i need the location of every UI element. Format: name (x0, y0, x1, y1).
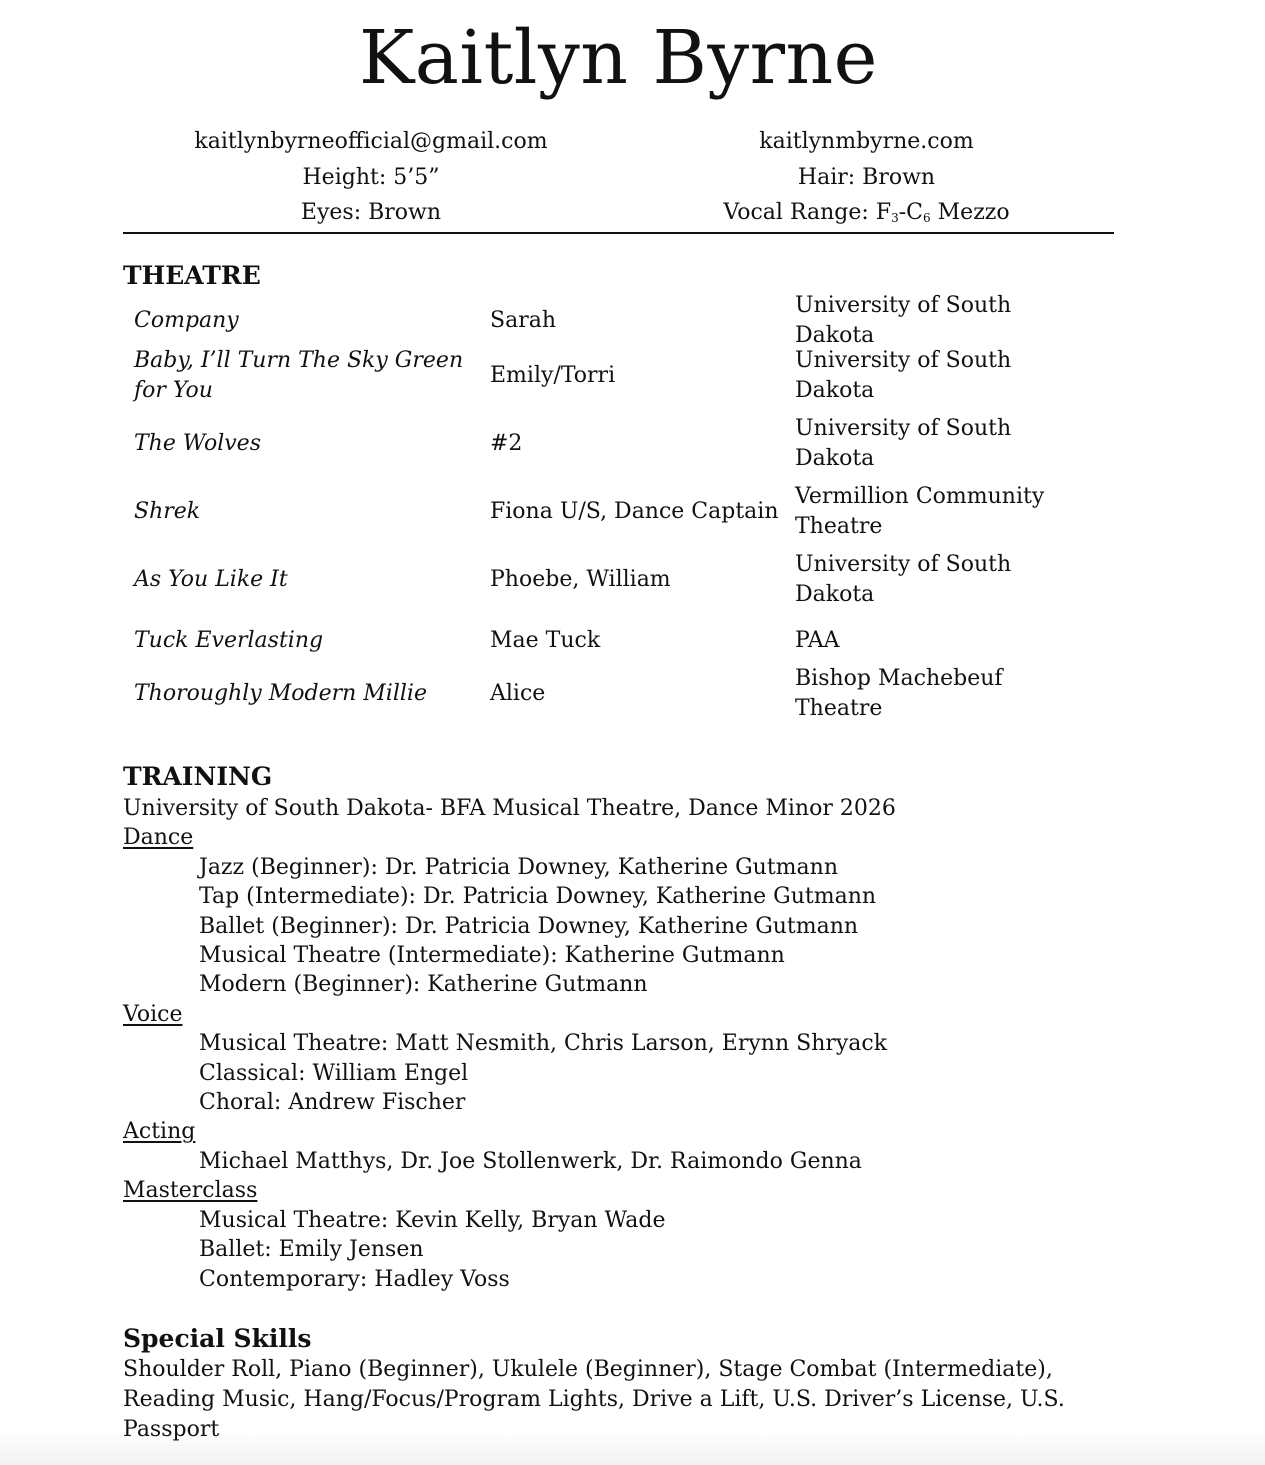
venue-text: Bishop Machebeuf Theatre (795, 665, 1003, 721)
voice-item: Musical Theatre: Matt Nesmith, Chris Larson, Erynn Shryack (199, 1031, 888, 1057)
theatre-row (123, 478, 1114, 546)
venue-text: University of South Dakota (795, 293, 1012, 348)
vocal-range-low-octave: 3 (891, 211, 899, 225)
contact-right-column (619, 124, 1114, 237)
vocal-range-mid: -C (898, 200, 924, 225)
role-text: Alice (490, 680, 546, 706)
theatre-row (123, 410, 1114, 478)
website-text: kaitlynmbyrne.com (759, 129, 974, 154)
theatre-row (123, 667, 1114, 720)
role-text: Emily/Torri (490, 363, 616, 388)
theatre-row (123, 546, 1114, 614)
show-title: Shrek (134, 499, 201, 524)
contact-block (123, 124, 1114, 234)
hair-text: Hair: Brown (797, 164, 936, 190)
vocal-range-suffix: Mezzo (930, 200, 1010, 225)
special-skills-heading: Special Skills (123, 1324, 312, 1353)
theatre-row (123, 614, 1114, 667)
role-text: Mae Tuck (490, 627, 601, 653)
show-title: As You Like It (134, 567, 288, 592)
venue-text: PAA (795, 627, 840, 653)
dance-item: Tap (Intermediate): Dr. Patricia Downey, Katherine Gutmann (199, 884, 877, 910)
show-title: Tuck Everlasting (134, 627, 324, 653)
vocal-range-high-octave: 6 (923, 211, 931, 225)
dance-item: Jazz (Beginner): Dr. Patricia Downey, Katherine Gutmann (199, 854, 838, 880)
venue-text: University of South Dakota (795, 552, 1012, 607)
vocal-range-text (619, 195, 1114, 237)
voice-item: Classical: William Engel (199, 1060, 469, 1086)
role-text: Phoebe, William (490, 567, 671, 592)
acting-subheading: Acting (123, 1119, 196, 1145)
theatre-table (123, 293, 1114, 721)
dance-item: Modern (Beginner): Katherine Gutmann (199, 972, 648, 998)
masterclass-subheading: Masterclass (123, 1178, 258, 1204)
masterclass-item: Contemporary: Hadley Voss (199, 1266, 510, 1292)
show-title: Baby, I’ll Turn The Sky Green for You (134, 348, 464, 403)
venue-text: Vermillion Community Theatre (795, 484, 1045, 539)
training-heading: TRAINING (123, 762, 273, 791)
acting-item: Michael Matthys, Dr. Joe Stollenwerk, Dr. Raimondo Genna (199, 1148, 862, 1174)
theatre-heading: THEATRE (123, 261, 261, 290)
voice-subheading: Voice (123, 1001, 183, 1027)
training-section (123, 794, 1114, 1294)
voice-item: Choral: Andrew Fischer (199, 1090, 466, 1116)
masterclass-item: Ballet: Emily Jensen (199, 1237, 424, 1263)
show-title: Thoroughly Modern Millie (134, 680, 427, 706)
venue-text: University of South Dakota (795, 348, 1012, 403)
theatre-row (123, 293, 1114, 348)
dance-subheading: Dance (123, 825, 194, 851)
show-title: The Wolves (134, 431, 261, 456)
contact-left-column (123, 124, 619, 231)
role-text: Fiona U/S, Dance Captain (490, 499, 779, 524)
eyes-text: Eyes: Brown (300, 200, 442, 225)
email-text: kaitlynbyrneofficial@gmail.com (194, 129, 548, 154)
show-title: Company (134, 308, 239, 333)
degree-text: University of South Dakota- BFA Musical Theatre, Dance Minor 2026 (123, 796, 896, 821)
vocal-range-prefix: Vocal Range: F (723, 200, 892, 225)
resume-name: Kaitlyn Byrne (359, 15, 878, 101)
height-text: Height: 5’5” (302, 164, 440, 190)
role-text: #2 (490, 431, 523, 456)
venue-text: University of South Dakota (795, 416, 1012, 471)
dance-item: Musical Theatre (Intermediate): Katherine Gutmann (199, 943, 785, 969)
theatre-row (123, 342, 1114, 410)
role-text: Sarah (490, 308, 556, 333)
dance-item: Ballet (Beginner): Dr. Patricia Downey, Katherine Gutmann (199, 913, 859, 939)
masterclass-item: Musical Theatre: Kevin Kelly, Bryan Wade (199, 1207, 666, 1233)
special-skills-text: Shoulder Roll, Piano (Beginner), Ukulele (Beginner), Stage Combat (Intermediate), Reading Music, Hang/Focus/Program Lights, Drive a Lift, U.S. Driver’s License, U.S. Passport (123, 1357, 1065, 1442)
